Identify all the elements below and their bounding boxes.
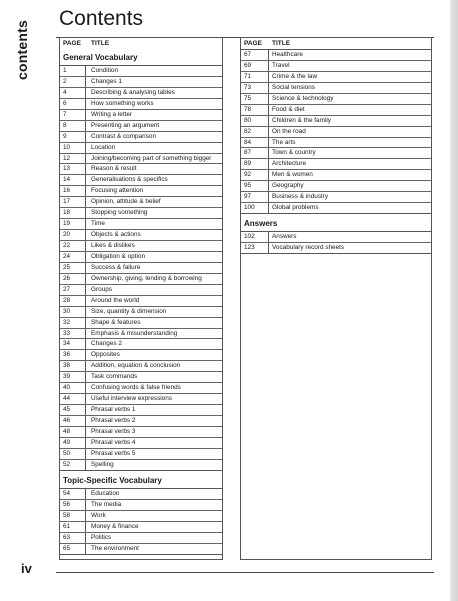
contents-row <box>60 405 222 416</box>
row-page-number: 16 <box>63 187 71 195</box>
row-title: Location <box>91 143 116 151</box>
contents-row <box>241 83 431 94</box>
row-page-number: 36 <box>63 351 71 359</box>
page-column-header: PAGE <box>63 40 81 47</box>
row-page-number: 80 <box>244 116 252 124</box>
row-title: Travel <box>272 61 290 69</box>
row-page-number: 46 <box>63 417 71 424</box>
column-divider <box>85 544 86 554</box>
column-divider <box>85 219 86 229</box>
row-title: Food & diet <box>272 105 305 113</box>
row-title: Phrasal verbs 5 <box>91 449 136 457</box>
row-title: Objects & actions <box>91 231 141 239</box>
contents-row <box>60 372 222 383</box>
contents-row <box>60 394 222 405</box>
contents-row <box>60 449 222 460</box>
page-number: iv <box>21 561 32 576</box>
column-divider <box>268 159 269 169</box>
contents-row <box>241 50 431 61</box>
row-page-number: 45 <box>63 406 71 414</box>
contents-row <box>60 197 222 208</box>
row-page-number: 82 <box>244 127 252 135</box>
general-vocabulary-list <box>60 65 222 471</box>
row-page-number: 22 <box>63 242 71 249</box>
viewer-edge <box>450 0 458 601</box>
contents-row <box>60 143 222 154</box>
row-page-number: 6 <box>63 99 67 107</box>
contents-row <box>60 77 222 88</box>
row-title: The arts <box>272 138 296 146</box>
column-divider <box>85 533 86 543</box>
row-page-number: 30 <box>63 307 71 315</box>
column-divider <box>85 350 86 360</box>
row-page-number: 97 <box>244 193 252 201</box>
row-title: Generalisations & specifics <box>91 176 168 184</box>
contents-row <box>60 132 222 143</box>
row-title: Shape & features <box>91 318 141 326</box>
row-page-number: 123 <box>244 243 255 251</box>
row-title: Spelling <box>91 460 114 468</box>
row-page-number: 61 <box>63 522 71 530</box>
row-page-number: 20 <box>63 231 71 239</box>
row-title: Men & women <box>272 171 313 179</box>
row-page-number: 10 <box>63 143 71 151</box>
row-page-number: 8 <box>63 121 67 129</box>
column-divider <box>85 339 86 349</box>
row-page-number: 87 <box>244 149 252 157</box>
column-divider <box>85 438 86 448</box>
topic-vocabulary-list <box>60 488 222 555</box>
row-page-number: 48 <box>63 427 71 435</box>
row-page-number: 58 <box>63 511 71 519</box>
row-page-number: 17 <box>63 198 71 206</box>
row-title: Confusing words & false friends <box>91 384 181 392</box>
row-title: Condition <box>91 67 119 74</box>
column-divider <box>268 105 269 115</box>
row-title: Phrasal verbs 1 <box>91 406 136 414</box>
row-page-number: 27 <box>63 285 71 293</box>
row-title: Likes & dislikes <box>91 242 135 249</box>
column-divider <box>85 154 86 164</box>
row-page-number: 49 <box>63 438 71 446</box>
row-page-number: 40 <box>63 384 71 392</box>
contents-row <box>60 533 222 544</box>
column-divider <box>85 427 86 437</box>
row-title: Science & technology <box>272 94 334 102</box>
row-page-number: 19 <box>63 220 71 228</box>
row-page-number: 25 <box>63 263 71 271</box>
contents-row <box>60 489 222 500</box>
contents-row <box>241 94 431 105</box>
row-page-number: 73 <box>244 83 252 91</box>
contents-row <box>60 438 222 449</box>
contents-row <box>241 138 431 149</box>
row-page-number: 54 <box>63 490 71 497</box>
row-page-number: 32 <box>63 318 71 326</box>
column-divider <box>85 372 86 382</box>
row-title: Stopping something <box>91 209 148 217</box>
column-divider <box>85 405 86 415</box>
contents-row <box>60 416 222 427</box>
row-title: Opposites <box>91 351 120 359</box>
contents-row <box>60 219 222 230</box>
row-page-number: 28 <box>63 296 71 304</box>
row-page-number: 63 <box>63 533 71 541</box>
column-divider <box>85 121 86 131</box>
row-page-number: 18 <box>63 209 71 217</box>
contents-row <box>60 522 222 533</box>
column-divider <box>85 394 86 404</box>
row-page-number: 75 <box>244 94 252 102</box>
contents-row <box>60 88 222 99</box>
contents-row <box>60 427 222 438</box>
contents-row <box>60 318 222 329</box>
column-divider <box>85 274 86 284</box>
contents-row <box>241 61 431 72</box>
column-divider <box>85 208 86 218</box>
column-divider <box>85 489 86 499</box>
row-page-number: 7 <box>63 110 67 118</box>
contents-row <box>60 230 222 241</box>
row-title: Answers <box>272 233 297 240</box>
title-column-header: TITLE <box>272 40 291 47</box>
row-title: Phrasal verbs 4 <box>91 438 136 446</box>
row-page-number: 39 <box>63 373 71 381</box>
column-divider <box>268 148 269 158</box>
contents-row <box>60 175 222 186</box>
column-divider <box>268 50 269 60</box>
row-title: Success & failure <box>91 263 141 271</box>
row-title: Contrast & comparison <box>91 132 156 140</box>
contents-row <box>60 307 222 318</box>
row-page-number: 78 <box>244 105 252 113</box>
column-divider <box>85 164 86 174</box>
row-title: The environment <box>91 544 139 552</box>
row-title: Education <box>91 490 120 497</box>
contents-row <box>241 232 431 243</box>
column-divider <box>85 241 86 251</box>
row-title: Writing a letter <box>91 110 133 118</box>
contents-row <box>60 99 222 110</box>
contents-row <box>241 116 431 127</box>
row-title: Size, quantity & dimension <box>91 307 167 315</box>
row-title: Geography <box>272 182 304 190</box>
row-page-number: 1 <box>63 67 67 74</box>
contents-row <box>241 72 431 83</box>
row-title: Phrasal verbs 2 <box>91 417 136 424</box>
column-divider <box>85 500 86 510</box>
row-page-number: 9 <box>63 132 67 140</box>
column-divider <box>85 252 86 262</box>
row-title: Presenting an argument <box>91 121 160 129</box>
contents-row <box>60 329 222 340</box>
row-title: Crime & the law <box>272 72 318 80</box>
row-title: Global problems <box>272 204 319 212</box>
contents-row <box>60 544 222 555</box>
row-title: Focusing attention <box>91 187 144 195</box>
row-page-number: 95 <box>244 182 252 190</box>
contents-row <box>241 170 431 181</box>
contents-row <box>60 339 222 350</box>
row-page-number: 84 <box>244 138 252 146</box>
row-page-number: 44 <box>63 395 71 403</box>
column-divider <box>268 83 269 93</box>
column-divider <box>85 383 86 393</box>
contents-row <box>60 296 222 307</box>
row-title: Children & the family <box>272 116 331 124</box>
contents-row <box>60 361 222 372</box>
column-divider <box>85 110 86 120</box>
row-title: Joining/becoming part of something bigger <box>91 154 212 162</box>
page-column-header: PAGE <box>244 40 262 47</box>
column-divider <box>85 66 86 76</box>
side-label: contents <box>14 20 30 80</box>
contents-row <box>60 154 222 165</box>
column-divider <box>85 296 86 306</box>
column-divider <box>85 77 86 87</box>
row-title: Addition, equation & conclusion <box>91 362 181 370</box>
row-page-number: 12 <box>63 154 71 162</box>
row-title: Reason & result <box>91 165 137 173</box>
column-divider <box>85 307 86 317</box>
contents-row <box>241 105 431 116</box>
section-title-topic: Topic-Specific Vocabulary <box>63 476 162 485</box>
row-page-number: 52 <box>63 460 71 468</box>
column-divider <box>85 449 86 459</box>
row-page-number: 100 <box>244 204 255 212</box>
row-title: How something works <box>91 99 154 107</box>
page-title: Contents <box>59 7 144 30</box>
contents-row <box>241 159 431 170</box>
row-page-number: 33 <box>63 329 71 337</box>
column-divider <box>268 116 269 126</box>
contents-row <box>60 241 222 252</box>
row-page-number: 24 <box>63 252 71 260</box>
column-divider <box>85 99 86 109</box>
row-title: Changes 1 <box>91 77 122 85</box>
row-title: On the road <box>272 127 306 135</box>
row-title: Money & finance <box>91 522 139 530</box>
contents-row <box>241 181 431 192</box>
contents-row <box>60 66 222 77</box>
column-divider <box>85 263 86 273</box>
row-title: Politics <box>91 533 112 541</box>
row-page-number: 34 <box>63 340 71 348</box>
contents-row <box>60 511 222 522</box>
row-page-number: 38 <box>63 362 71 370</box>
contents-row <box>241 127 431 138</box>
row-title: Useful interview expressions <box>91 395 172 403</box>
title-column-header: TITLE <box>91 40 110 47</box>
row-title: Around the world <box>91 296 140 304</box>
contents-row <box>241 148 431 159</box>
row-title: Ownership, giving, lending & borrowing <box>91 274 202 282</box>
column-divider <box>85 285 86 295</box>
column-divider <box>85 143 86 153</box>
row-page-number: 50 <box>63 449 71 457</box>
row-page-number: 4 <box>63 88 67 96</box>
column-divider <box>268 138 269 148</box>
contents-row <box>60 164 222 175</box>
row-title: Emphasis & misunderstanding <box>91 329 178 337</box>
row-page-number: 26 <box>63 274 71 282</box>
column-divider <box>85 318 86 328</box>
section-title-answers: Answers <box>244 219 278 228</box>
answers-list <box>241 231 431 254</box>
column-divider <box>85 416 86 426</box>
column-divider <box>268 72 269 82</box>
contents-row <box>60 460 222 471</box>
column-divider <box>268 61 269 71</box>
contents-row <box>60 252 222 263</box>
column-divider <box>268 181 269 191</box>
row-title: Obligation & option <box>91 252 146 260</box>
row-page-number: 14 <box>63 176 71 184</box>
contents-row <box>60 263 222 274</box>
row-title: Phrasal verbs 3 <box>91 427 136 435</box>
row-title: Task commands <box>91 373 138 381</box>
column-divider <box>268 94 269 104</box>
column-divider <box>85 197 86 207</box>
row-title: Describing & analysing tables <box>91 88 175 96</box>
contents-row <box>60 121 222 132</box>
bottom-rule <box>56 572 434 573</box>
row-title: Business & industry <box>272 193 329 201</box>
row-title: Groups <box>91 285 112 293</box>
contents-row <box>60 350 222 361</box>
row-title: Vocabulary record sheets <box>272 243 345 251</box>
row-title: The media <box>91 500 122 508</box>
contents-row <box>60 285 222 296</box>
column-divider <box>85 511 86 521</box>
row-page-number: 89 <box>244 160 252 168</box>
row-page-number: 2 <box>63 77 67 85</box>
column-divider <box>85 329 86 339</box>
contents-table-right <box>240 37 432 560</box>
column-divider <box>268 170 269 180</box>
row-page-number: 65 <box>63 544 71 552</box>
column-divider <box>268 127 269 137</box>
column-divider <box>268 192 269 202</box>
column-divider <box>268 243 269 253</box>
row-page-number: 56 <box>63 500 71 508</box>
row-title: Work <box>91 511 106 519</box>
row-page-number: 71 <box>244 72 252 80</box>
column-divider <box>85 175 86 185</box>
contents-row <box>60 110 222 121</box>
row-title: Opinion, attitude & belief <box>91 198 161 206</box>
contents-row <box>60 383 222 394</box>
column-divider <box>85 88 86 98</box>
contents-row <box>241 203 431 214</box>
section-title-general: General Vocabulary <box>63 53 138 62</box>
row-title: Changes 2 <box>91 340 122 348</box>
column-divider <box>85 230 86 240</box>
row-page-number: 13 <box>63 165 71 173</box>
contents-row <box>241 192 431 203</box>
row-page-number: 69 <box>244 61 252 69</box>
row-title: Healthcare <box>272 51 303 58</box>
row-page-number: 92 <box>244 171 252 179</box>
row-page-number: 102 <box>244 233 255 240</box>
column-divider <box>85 522 86 532</box>
column-divider <box>85 460 86 470</box>
contents-table-left <box>59 37 223 560</box>
row-title: Town & country <box>272 149 316 157</box>
column-divider <box>85 132 86 142</box>
topic-vocabulary-list-continued <box>241 49 431 214</box>
column-divider <box>268 203 269 213</box>
column-divider <box>85 361 86 371</box>
contents-row <box>60 500 222 511</box>
column-divider <box>85 186 86 196</box>
row-title: Architecture <box>272 160 307 168</box>
contents-row <box>60 274 222 285</box>
contents-row <box>60 208 222 219</box>
contents-row <box>241 243 431 254</box>
row-title: Social tensions <box>272 83 315 91</box>
column-divider <box>268 232 269 242</box>
row-title: Time <box>91 220 105 228</box>
contents-row <box>60 186 222 197</box>
row-page-number: 67 <box>244 51 252 58</box>
